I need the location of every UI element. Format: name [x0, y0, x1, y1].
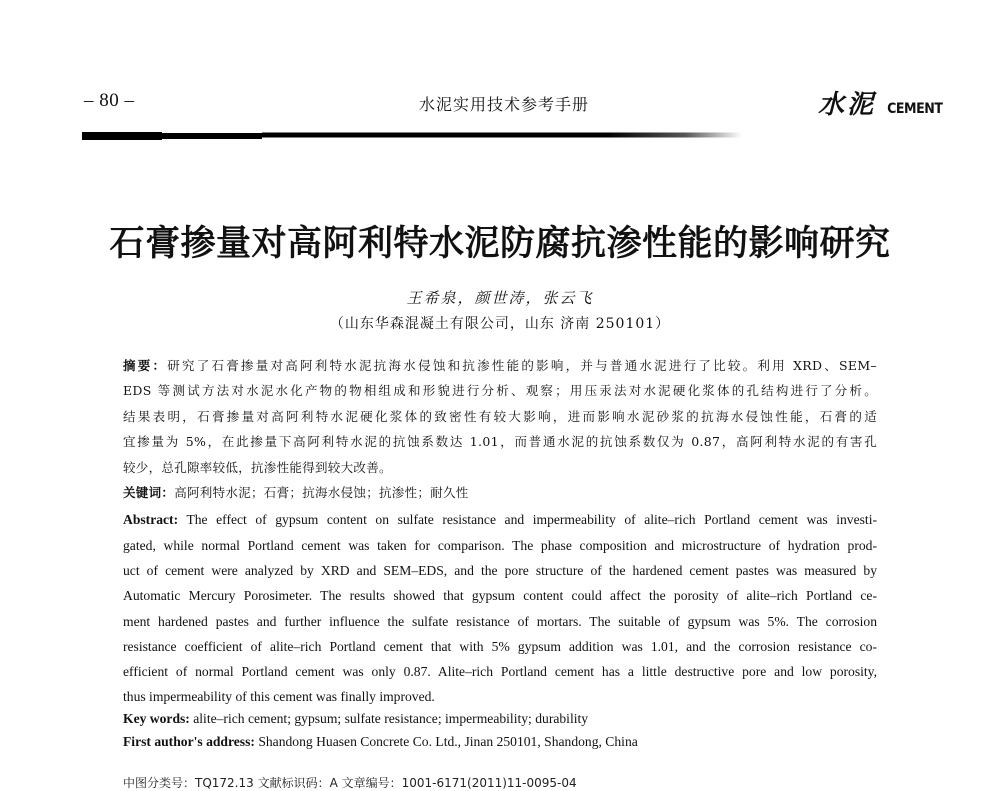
abstract-en-line: efficient of normal Portland cement was only 0.87. Alite–rich Portland cement has a little destructive pore and low porosity,: [123, 664, 877, 679]
abstract-cn-line: 摘要：研究了石膏掺量对高阿利特水泥抗海水侵蚀和抗渗性能的影响，并与普通水泥进行了比较。利用 XRD、SEM–: [123, 358, 877, 373]
abstract-en-line: gated, while normal Portland cement was taken for comparison. The phase composition and microstructure of hydration prod-: [123, 538, 877, 553]
abstract-en-line: Automatic Mercury Porosimeter. The results showed that gypsum content could affect the porosity of alite–rich Portland ce-: [123, 588, 877, 603]
classification-footer: 中图分类号：TQ172.13 文献标识码：A 文章编号：1001-6171(2011)11-0095-04: [123, 776, 577, 790]
abstract-cn-line: 结果表明，石膏掺量对高阿利特水泥硬化浆体的致密性有较大影响，进而影响水泥砂浆的抗海水侵蚀性能，石膏的适: [123, 409, 877, 424]
abstract-cn-line: 较少，总孔隙率较低，抗渗性能得到较大改善。: [123, 460, 392, 475]
abstract-en-line: ment hardened pastes and further influence the sulfate resistance of mortars. The suitable of gypsum was 5%. The corrosion: [123, 614, 877, 629]
affiliation: （山东华森混凝土有限公司，山东 济南 250101）: [329, 316, 671, 332]
header-rule: [82, 131, 742, 140]
keywords-cn-text: 高阿利特水泥；石膏；抗海水侵蚀；抗渗性；耐久性: [174, 485, 469, 500]
keywords-cn-label: 关键词：: [123, 485, 175, 500]
journal-logo: [818, 84, 946, 121]
keywords-en-label: Key words:: [123, 711, 190, 726]
abstract-en-line: Abstract: The effect of gypsum content on sulfate resistance and impermeability of alite–rich Portland cement was investi-: [123, 512, 877, 527]
abstract-cn-line: 宜掺量为 5%，在此掺量下高阿利特水泥的抗蚀系数达 1.01，而普通水泥的抗蚀系数仅为 0.87，高阿利特水泥的有害孔: [123, 434, 877, 449]
abstract-en-line: resistance coefficient of alite–rich Portland cement that with 5% gypsum addition was 1.01, and the corrosion resistance co-: [123, 639, 877, 654]
logo-chinese-text: 水泥: [818, 90, 877, 120]
keywords-en: [123, 710, 877, 728]
keywords-en-text: alite–rich cement; gypsum; sulfate resistance; impermeability; durability: [189, 711, 589, 726]
first-author-text: Shandong Huasen Concrete Co. Ltd., Jinan 250101, Shandong, China: [254, 734, 638, 749]
first-author-address: [123, 733, 877, 751]
first-author-label: First author's address:: [123, 734, 255, 749]
keywords-cn: [123, 484, 877, 502]
page-number: – 80 –: [84, 90, 135, 111]
header-rule-graphic: [82, 131, 742, 140]
article-title: 石膏掺量对高阿利特水泥防腐抗渗性能的影响研究: [109, 224, 891, 264]
abstract-en-line: uct of cement were analyzed by XRD and SEM–EDS, and the pore structure of the hardened cement pastes was measured by: [123, 563, 877, 578]
authors: 王希泉，颜世涛，张云飞: [406, 289, 594, 307]
logo-english-text: CEMENT: [887, 101, 943, 117]
abstract-en-line: thus impermeability of this cement was finally improved.: [123, 689, 435, 704]
running-head: 水泥实用技术参考手册: [418, 95, 589, 114]
abstract-cn-line: EDS 等测试方法对水泥水化产物的物相组成和形貌进行分析、观察；用压汞法对水泥硬化浆体的孔结构进行了分析。: [123, 383, 877, 398]
abstract-en-label: Abstract:: [123, 512, 179, 527]
abstract-cn-label: 摘要：: [123, 358, 168, 373]
